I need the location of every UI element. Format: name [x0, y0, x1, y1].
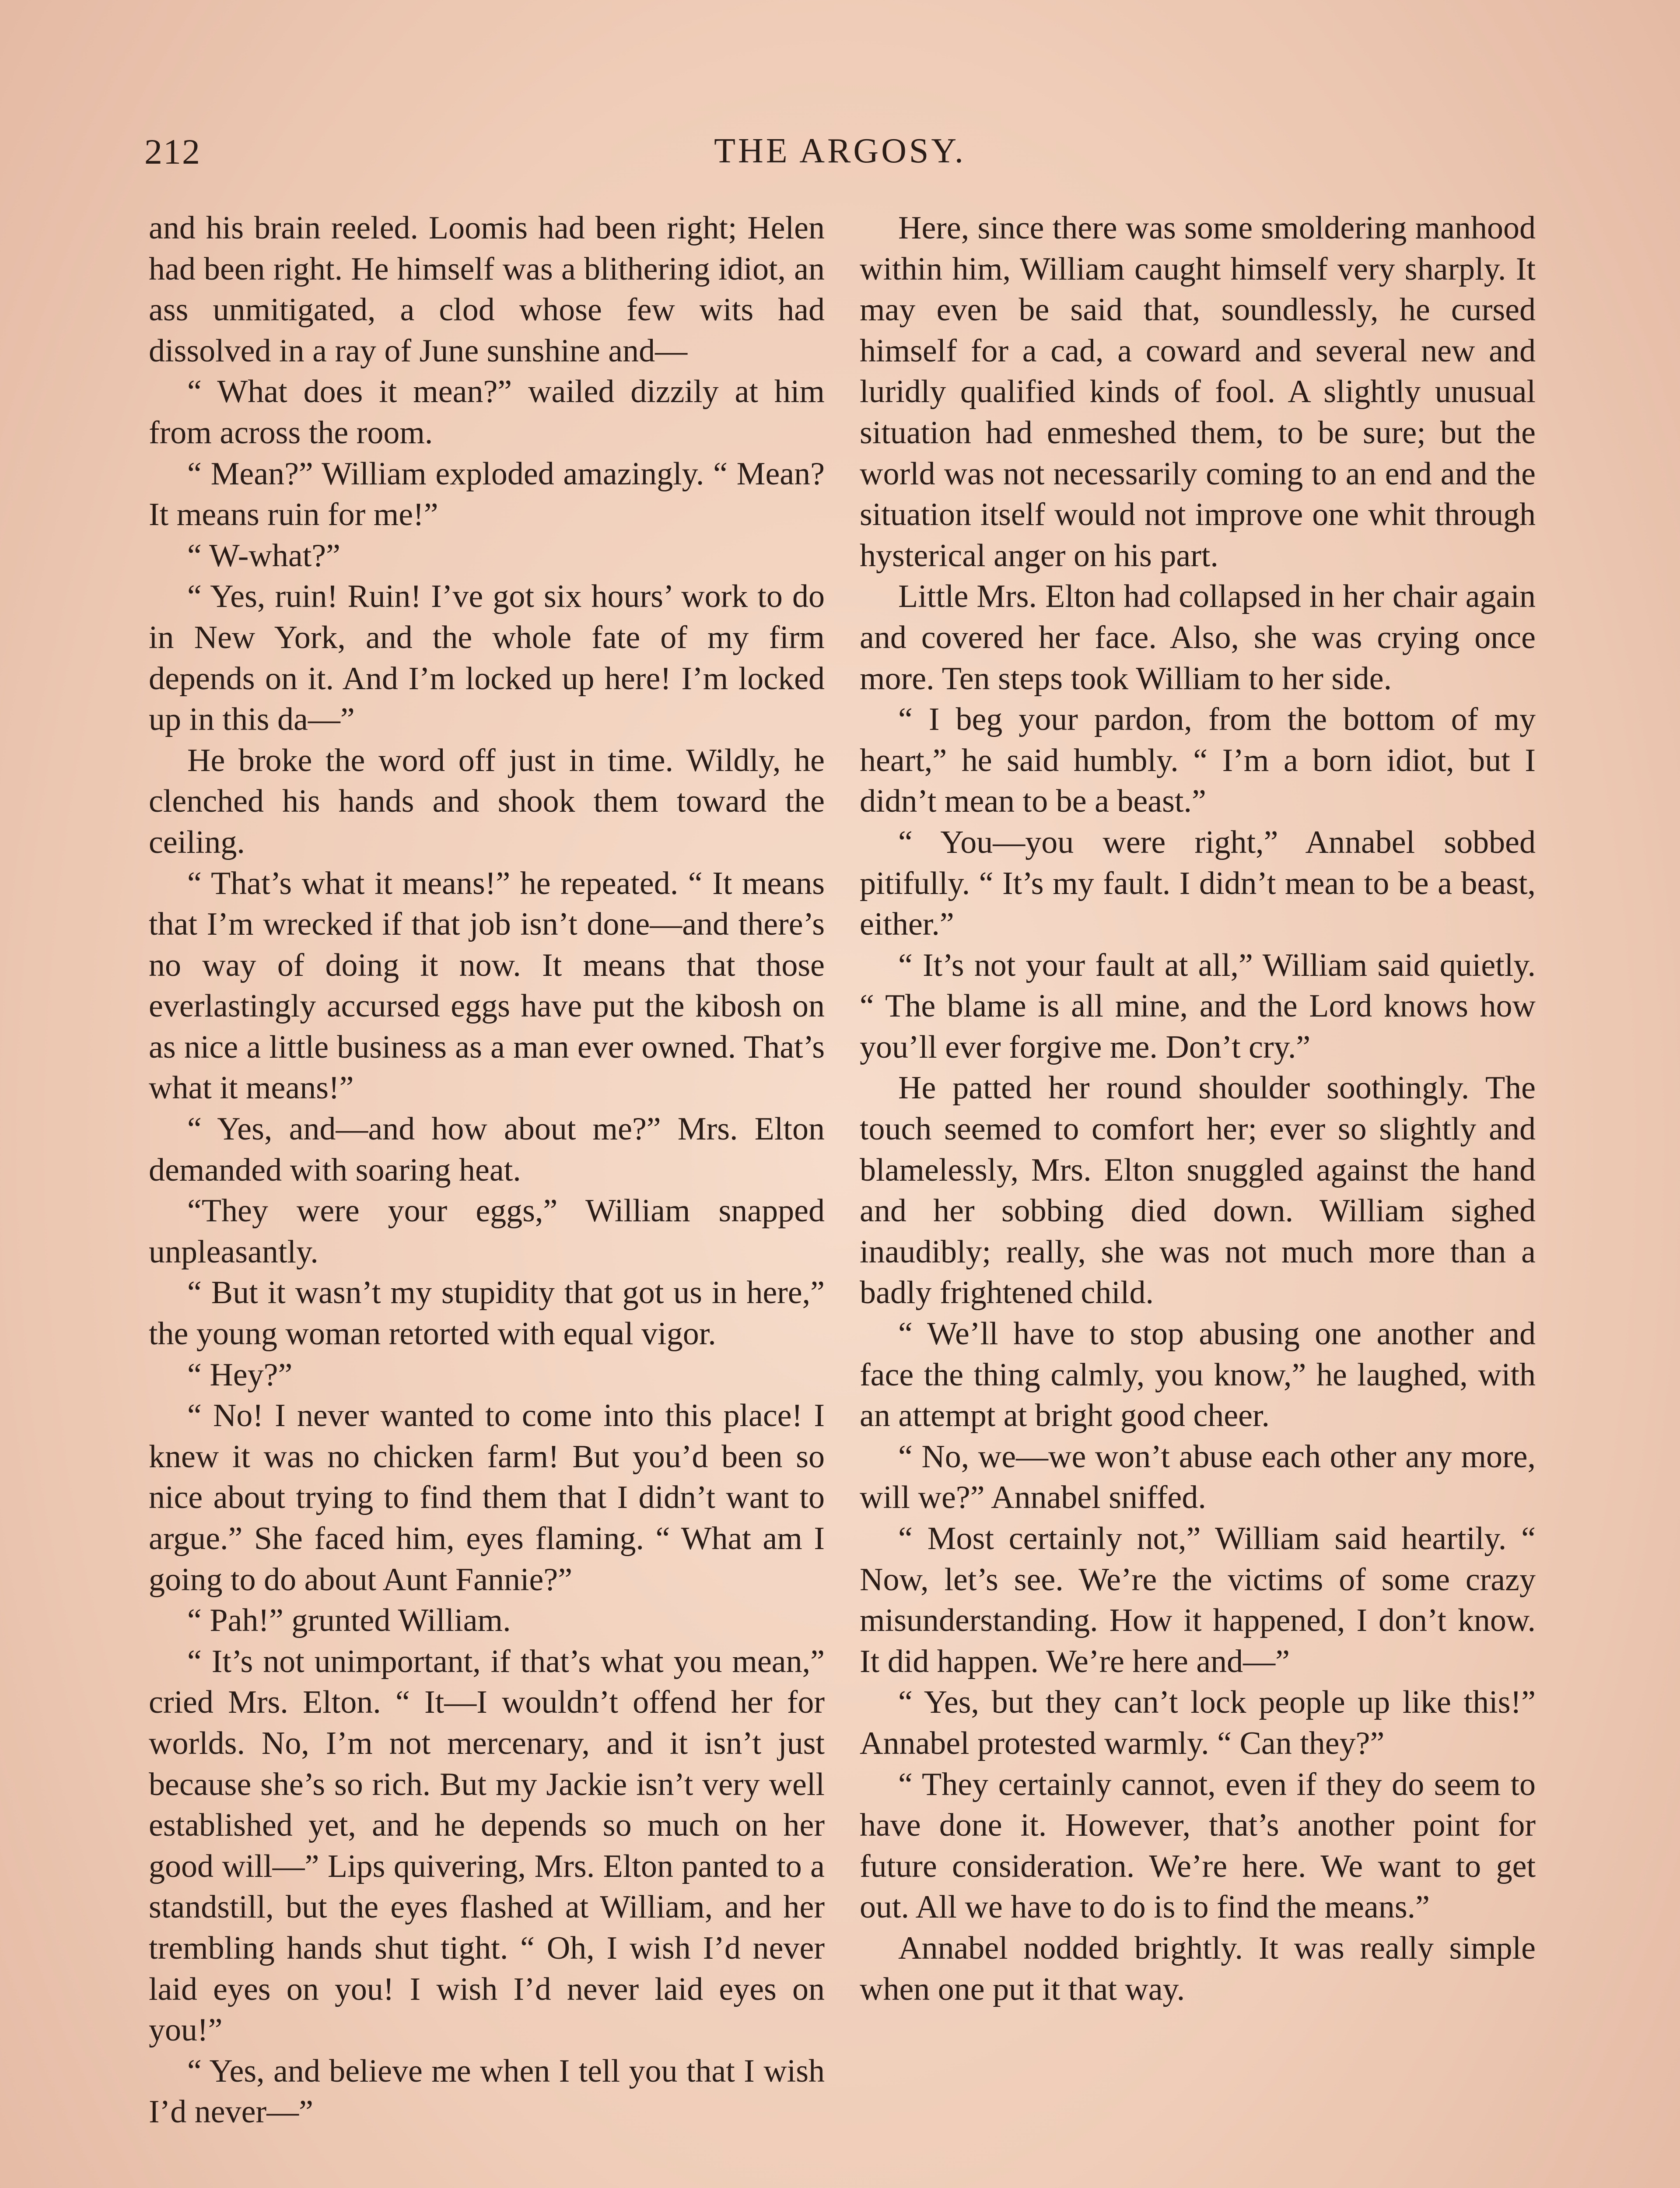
paragraph: “ Hey?”: [187, 1357, 293, 1393]
paragraph: “ Yes, and—and how about me?” Mrs. Elton demanded with soaring heat.: [149, 1111, 825, 1188]
paragraph: Here, since there was some smoldering manhood within him, William caught himself very sharply. It may even be said that, soundlessly, he cursed himself for a cad, a coward and several new and luridly qualified kinds of fool. A slightly unusual situation had enmeshed them, to be sure; but the world was not necessarily coming to an end and the situation itself would not improve one whit through hysterical anger on his part.: [860, 210, 1536, 574]
paragraph: “ W-what?”: [187, 537, 340, 574]
paragraph: “ I beg your pardon, from the bottom of my heart,” he said humbly. “ I’m a born idiot, but I didn’t mean to be a beast.”: [860, 701, 1536, 820]
paragraph: “ Yes, and believe me when I tell you that I wish I’d never—”: [149, 2053, 825, 2130]
paragraph: “ It’s not unimportant, if that’s what you mean,” cried Mrs. Elton. “ It—I wouldn’t offend her for worlds. No, I’m not mercenary, and it isn’t just because she’s so rich. But my Jackie isn’t very well established yet, and he depends so much on her good will—” Lips quivering, Mrs. Elton panted to a standstill, but the eyes flashed at William, and her trembling hands shut tight. “ Oh, I wish I’d never laid eyes on you! I wish I’d never laid eyes on you!”: [149, 1643, 825, 2048]
paragraph: He broke the word off just in time. Wildly, he clenched his hands and shook them toward the ceiling.: [149, 742, 825, 860]
paragraph: “ No! I never wanted to come into this place! I knew it was no chicken farm! But you’d been so nice about trying to find them that I didn’t want to argue.” She faced him, eyes flaming. “ What am I going to do about Aunt Fannie?”: [149, 1398, 825, 1598]
paragraph: “ Pah!” grunted William.: [187, 1602, 511, 1639]
paragraph: Annabel nodded brightly. It was really simple when one put it that way.: [860, 1930, 1536, 2007]
paragraph: and his brain reeled. Loomis had been right; Helen had been right. He himself was a blithering idiot, an ass unmitigated, a clod whose few wits had dissolved in a ray of June sunshine and—: [149, 210, 825, 369]
paragraph: “ Yes, but they can’t lock people up like this!” Annabel protested warmly. “ Can they?”: [860, 1684, 1536, 1761]
paragraph: “ Yes, ruin! Ruin! I’ve got six hours’ work to do in New York, and the whole fate of my firm depends on it. And I’m locked up here! I’m locked up in this da—”: [149, 579, 825, 738]
paragraph: He patted her round shoulder soothingly. The touch seemed to comfort her; ever so slightly and blamelessly, Mrs. Elton snuggled against the hand and her sobbing died down. William sighed inaudibly; really, she was not much more than a badly frightened child.: [860, 1070, 1536, 1311]
paragraph: “ What does it mean?” wailed dizzily at him from across the room.: [149, 374, 825, 451]
running-title: THE ARGOSY.: [714, 132, 966, 170]
paragraph: “ You—you were right,” Annabel sobbed pitifully. “ It’s my fault. I didn’t mean to be a beast, either.”: [860, 824, 1536, 943]
paragraph: “ No, we—we won’t abuse each other any more, will we?” Annabel sniffed.: [860, 1438, 1536, 1516]
right-column: [860, 208, 1536, 2010]
paragraph: “ Mean?” William exploded amazingly. “ Mean? It means ruin for me!”: [149, 456, 825, 533]
paragraph: “ That’s what it means!” he repeated. “ It means that I’m wrecked if that job isn’t done—and there’s no way of doing it now. It means that those everlastingly accursed eggs have put the kibosh on as nice a little business as a man ever owned. That’s what it means!”: [149, 865, 825, 1106]
paragraph: “They were your eggs,” William snapped unpleasantly.: [149, 1193, 825, 1270]
paragraph: “ It’s not your fault at all,” William said quietly. “ The blame is all mine, and the Lord knows how you’ll ever forgive me. Don’t cry.”: [860, 947, 1536, 1065]
paragraph: “ But it wasn’t my stupidity that got us in here,” the young woman retorted with equal vigor.: [149, 1275, 825, 1352]
paragraph: “ Most certainly not,” William said heartily. “ Now, let’s see. We’re the victims of some crazy misunderstanding. How it happened, I don’t know. It did happen. We’re here and—”: [860, 1521, 1536, 1680]
left-column: [149, 208, 825, 2133]
paragraph: “ We’ll have to stop abusing one another and face the thing calmly, you know,” he laughed, with an attempt at bright good cheer.: [860, 1316, 1536, 1434]
page-number: 212: [144, 132, 201, 172]
paragraph: Little Mrs. Elton had collapsed in her chair again and covered her face. Also, she was crying once more. Ten steps took William to her side.: [860, 579, 1536, 697]
paragraph: “ They certainly cannot, even if they do seem to have done it. However, that’s another point for future consideration. We’re here. We want to get out. All we have to do is to find the means.”: [860, 1766, 1536, 1925]
